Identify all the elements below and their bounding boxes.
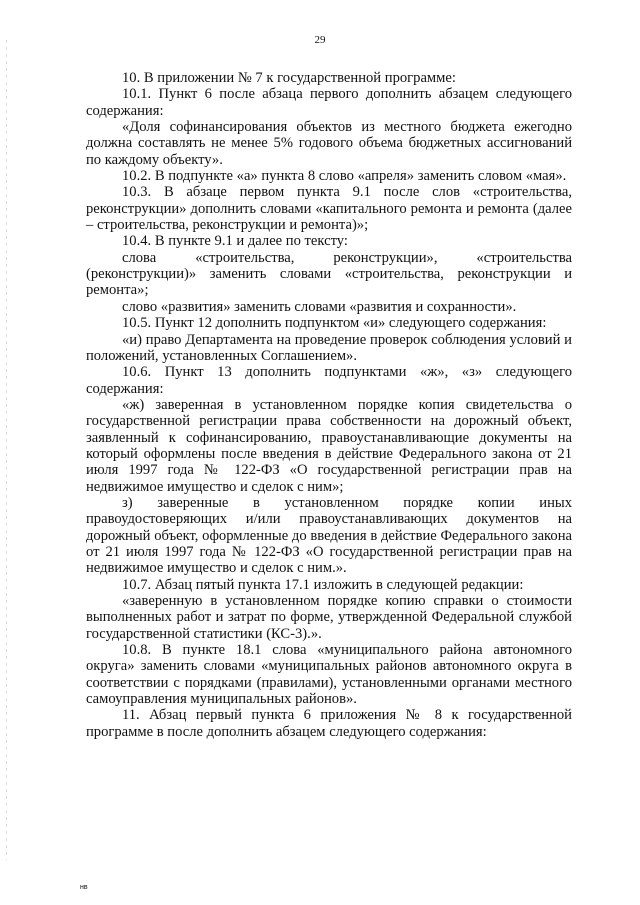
paragraph: 10.8. В пункте 18.1 слова «муниципального района автономного округа» заменить словами «муниципальных районов автономного округа в соответствии с порядками (правилами), установленными органами местного самоуправления муниципальных районов».	[86, 642, 572, 708]
paragraph: 10.7. Абзац пятый пункта 17.1 изложить в следующей редакции:	[122, 576, 524, 593]
paragraph: 10.3. В абзаце первом пункта 9.1 после слов «строительства, реконструкции» дополнить словами «капитального ремонта и ремонта (далее – строительства, реконструкции и ремонта)»;	[86, 184, 572, 234]
paragraph: «Доля софинансирования объектов из местного бюджета ежегодно должна составлять не менее 5% годового объема бюджетных ассигнований по каждому объекту».	[86, 119, 572, 168]
scan-edge-artifact	[6, 40, 7, 860]
page-number: 29	[314, 34, 326, 46]
paragraph: слово «развития» заменить словами «развития и сохранности».	[122, 298, 517, 315]
paragraph: з) заверенные в установленном порядке копии иных правоудостоверяющих и/или правоустанавливающих документов на дорожный объект, оформленные до введения в действие Федерального закона от 21 июля 1997 года № 122-ФЗ «О государственной регистрации прав на недвижимое имущество и сделок с ним.».	[86, 494, 572, 577]
paragraph: 10.5. Пункт 12 дополнить подпунктом «и» следующего содержания:	[122, 315, 547, 332]
paragraph: 11. Абзац первый пункта 6 приложения № 8 к государственной программе в после дополнить абзацем следующего содержания:	[86, 707, 572, 740]
paragraph: 10.6. Пункт 13 дополнить подпунктами «ж», «з» следующего содержания:	[86, 364, 572, 397]
footer-initials: нв	[80, 884, 88, 891]
paragraph: «заверенную в установленном порядке копию справки о стоимости выполненных работ и затрат по форме, утвержденной Федеральной службой государственной статистики (КС-3).».	[86, 593, 572, 642]
paragraph: «ж) заверенная в установленном порядке копия свидетельства о государственной регистрации права собственности на дорожный объект, заявленный к софинансированию, правоустанавливающие документы на который оформлены после введения в действие Федерального закона от 21 июля 1997 года № 122-ФЗ «О государственной регистрации прав на недвижимое имущество и сделок с ним»;	[86, 396, 572, 495]
paragraph: 10.1. Пункт 6 после абзаца первого дополнить абзацем следующего содержания:	[86, 86, 572, 119]
paragraph: слова «строительства, реконструкции», «строительства (реконструкции)» заменить словами «строительства, реконструкции и ремонта»;	[86, 249, 572, 299]
paragraph: 10.2. В подпункте «а» пункта 8 слово «апреля» заменить словом «мая».	[122, 168, 567, 185]
paragraph: 10. В приложении № 7 к государственной программе:	[122, 70, 456, 86]
document-body	[86, 70, 572, 740]
paragraph: «и) право Департамента на проведение проверок соблюдения условий и положений, установленных Соглашением».	[86, 331, 572, 364]
paragraph: 10.4. В пункте 9.1 и далее по тексту:	[122, 233, 348, 250]
